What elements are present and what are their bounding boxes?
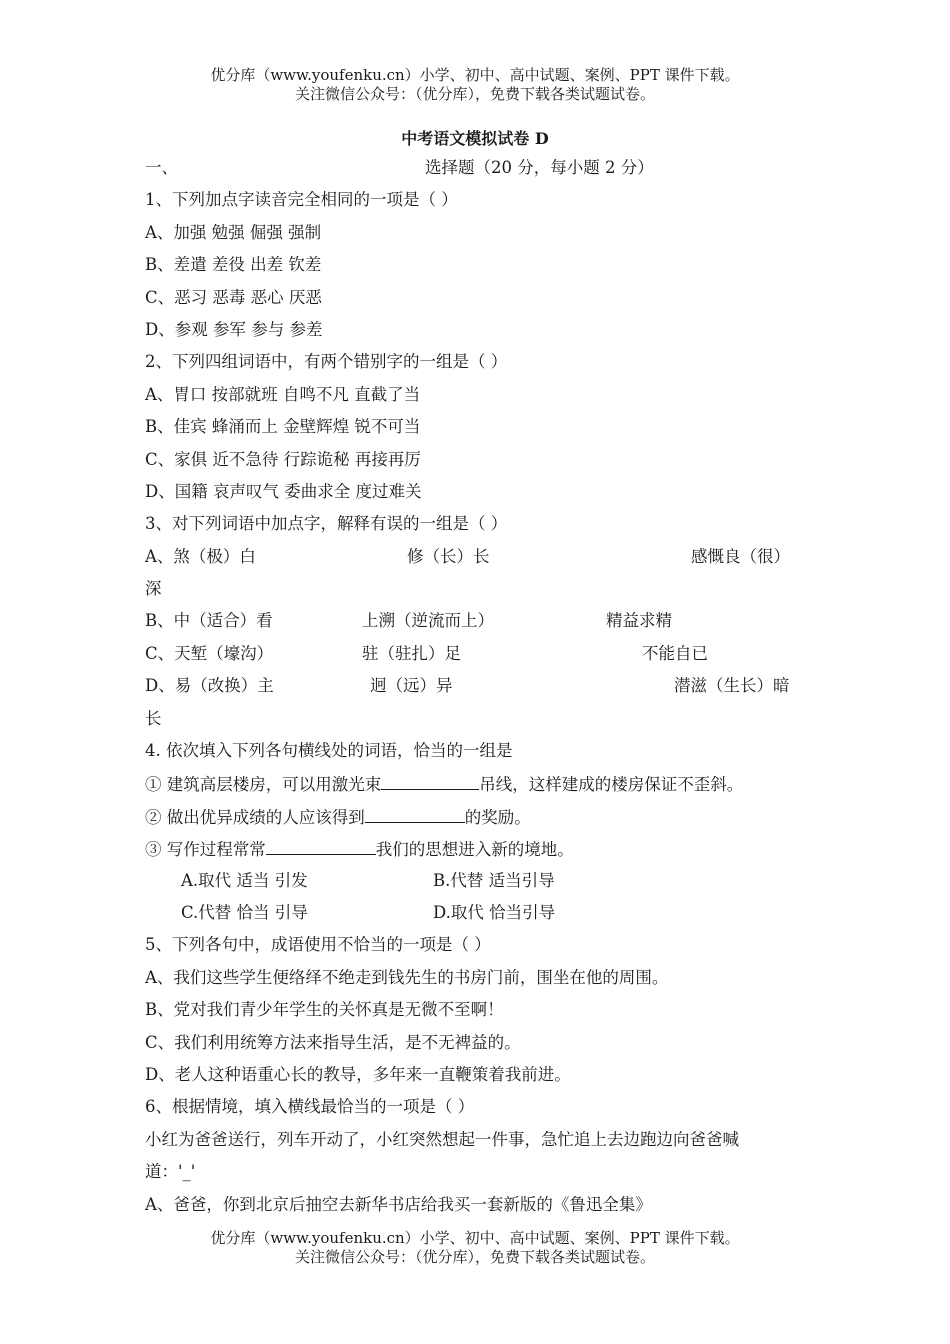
question-3-option-c xyxy=(145,642,810,674)
question-1-option-c: C、恶习 恶毒 恶心 厌恶 xyxy=(145,287,322,307)
question-3-option-a-wrap: 深 xyxy=(145,579,162,599)
header-line-1: 优分库（www.youfenku.cn）小学、初中、高中试题、案例、PPT 课件下载。 xyxy=(210,66,740,84)
q4-s2-blank xyxy=(365,804,465,823)
question-4-options-row-1 xyxy=(145,869,810,901)
q3-c-part-2: 驻（驻扎）足 xyxy=(362,643,461,663)
q4-s3-blank xyxy=(266,836,376,855)
q3-b-part-2: 上溯（逆流而上） xyxy=(362,611,494,631)
question-2-option-d: D、国籍 哀声叹气 委曲求全 度过难关 xyxy=(145,481,422,501)
question-3-option-b xyxy=(145,609,810,641)
question-6-context-1: 小红为爸爸送行，列车开动了，小红突然想起一件事，急忙追上去边跑边向爸爸喊 xyxy=(145,1129,739,1149)
question-5-option-c: C、我们利用统筹方法来指导生活，是不无裨益的。 xyxy=(145,1032,521,1052)
q3-a-part-2: 修（长）长 xyxy=(407,546,490,566)
question-4-sentence-1 xyxy=(145,771,810,803)
q3-d-part-3: 潜滋（生长）暗 xyxy=(674,676,790,696)
question-2-stem: 2、下列四组词语中，有两个错别字的一组是（ ） xyxy=(145,352,508,372)
question-5-option-d: D、老人这种语重心长的教导，多年来一直鞭策着我前进。 xyxy=(145,1064,571,1084)
question-4-sentence-2 xyxy=(145,804,810,836)
question-6-option-a: A、爸爸，你到北京后抽空去新华书店给我买一套新版的《鲁迅全集》 xyxy=(145,1194,652,1214)
q4-s3-before: ③ 写作过程常常 xyxy=(145,840,266,860)
q3-c-part-3: 不能自已 xyxy=(642,643,708,663)
question-4-stem: 4. 依次填入下列各句横线处的词语，恰当的一组是 xyxy=(145,741,513,761)
footer-line-1: 优分库（www.youfenku.cn）小学、初中、高中试题、案例、PPT 课件下载。 xyxy=(210,1229,740,1247)
question-2-option-a: A、胃口 按部就班 自鸣不凡 直截了当 xyxy=(145,384,421,404)
page-header xyxy=(0,66,950,104)
q4-option-c: C.代替 恰当 引导 xyxy=(181,902,308,922)
question-1-option-d: D、参观 参军 参与 参差 xyxy=(145,319,323,339)
question-1-option-a: A、加强 勉强 倔强 强制 xyxy=(145,222,322,242)
q4-s2-after: 的奖励。 xyxy=(464,807,531,827)
question-3-option-a xyxy=(145,545,810,577)
q4-s1-after: 吊线，这样建成的楼房保证不歪斜。 xyxy=(479,775,744,795)
q4-option-d: D.取代 恰当引导 xyxy=(433,902,556,922)
q3-d-part-2: 迥（远）异 xyxy=(370,676,453,696)
question-5-stem: 5、下列各句中，成语使用不恰当的一项是（ ） xyxy=(145,935,491,955)
q3-a-part-3: 感慨良（很） xyxy=(691,546,790,566)
section-number: 一、 xyxy=(145,158,178,177)
q4-option-b: B.代替 适当引导 xyxy=(433,870,555,890)
question-1-option-b: B、差遣 差役 出差 钦差 xyxy=(145,255,322,275)
question-6-stem: 6、根据情境，填入横线最恰当的一项是（ ） xyxy=(145,1097,475,1117)
q3-b-part-3: 精益求精 xyxy=(606,611,672,631)
exam-body xyxy=(145,156,810,1225)
question-3-stem: 3、对下列词语中加点字，解释有误的一组是（ ） xyxy=(145,514,508,534)
page-title: 中考语文模拟试卷 D xyxy=(401,129,549,148)
question-1-stem: 1、下列加点字读音完全相同的一项是（ ） xyxy=(145,190,458,210)
question-3-option-d xyxy=(145,674,810,706)
page-footer xyxy=(0,1229,950,1267)
question-3-option-d-wrap: 长 xyxy=(145,708,162,728)
q3-c-part-1: C、天堑（壕沟） xyxy=(145,643,274,663)
question-4-options-row-2 xyxy=(145,901,810,933)
q4-s1-before: ① 建筑高层楼房，可以用激光束 xyxy=(145,775,382,795)
header-line-2: 关注微信公众号：（优分库），免费下载各类试题试卷。 xyxy=(294,85,655,103)
q4-s3-after: 我们的思想进入新的境地。 xyxy=(375,840,574,860)
footer-line-2: 关注微信公众号：（优分库），免费下载各类试题试卷。 xyxy=(294,1248,655,1266)
q3-a-part-1: A、煞（极）白 xyxy=(145,546,256,566)
q3-d-part-1: D、易（改换）主 xyxy=(145,676,274,696)
q3-b-part-1: B、中（适合）看 xyxy=(145,611,273,631)
question-5-option-b: B、党对我们青少年学生的关怀真是无微不至啊！ xyxy=(145,1000,504,1020)
question-2-option-b: B、佳宾 蜂涌而上 金壁辉煌 锐不可当 xyxy=(145,417,421,437)
question-5-option-a: A、我们这些学生便络绎不绝走到钱先生的书房门前，围坐在他的周围。 xyxy=(145,967,669,987)
question-2-option-c: C、家俱 近不急待 行踪诡秘 再接再厉 xyxy=(145,449,421,469)
section-title: 选择题（20 分，每小题 2 分） xyxy=(425,158,654,177)
q4-s1-blank xyxy=(381,771,479,790)
section-heading xyxy=(145,156,810,188)
q4-s2-before: ② 做出优异成绩的人应该得到 xyxy=(145,807,365,827)
question-6-context-2: 道：'_' xyxy=(145,1162,196,1182)
q4-option-a: A.取代 适当 引发 xyxy=(181,870,308,890)
question-4-sentence-3 xyxy=(145,836,810,868)
